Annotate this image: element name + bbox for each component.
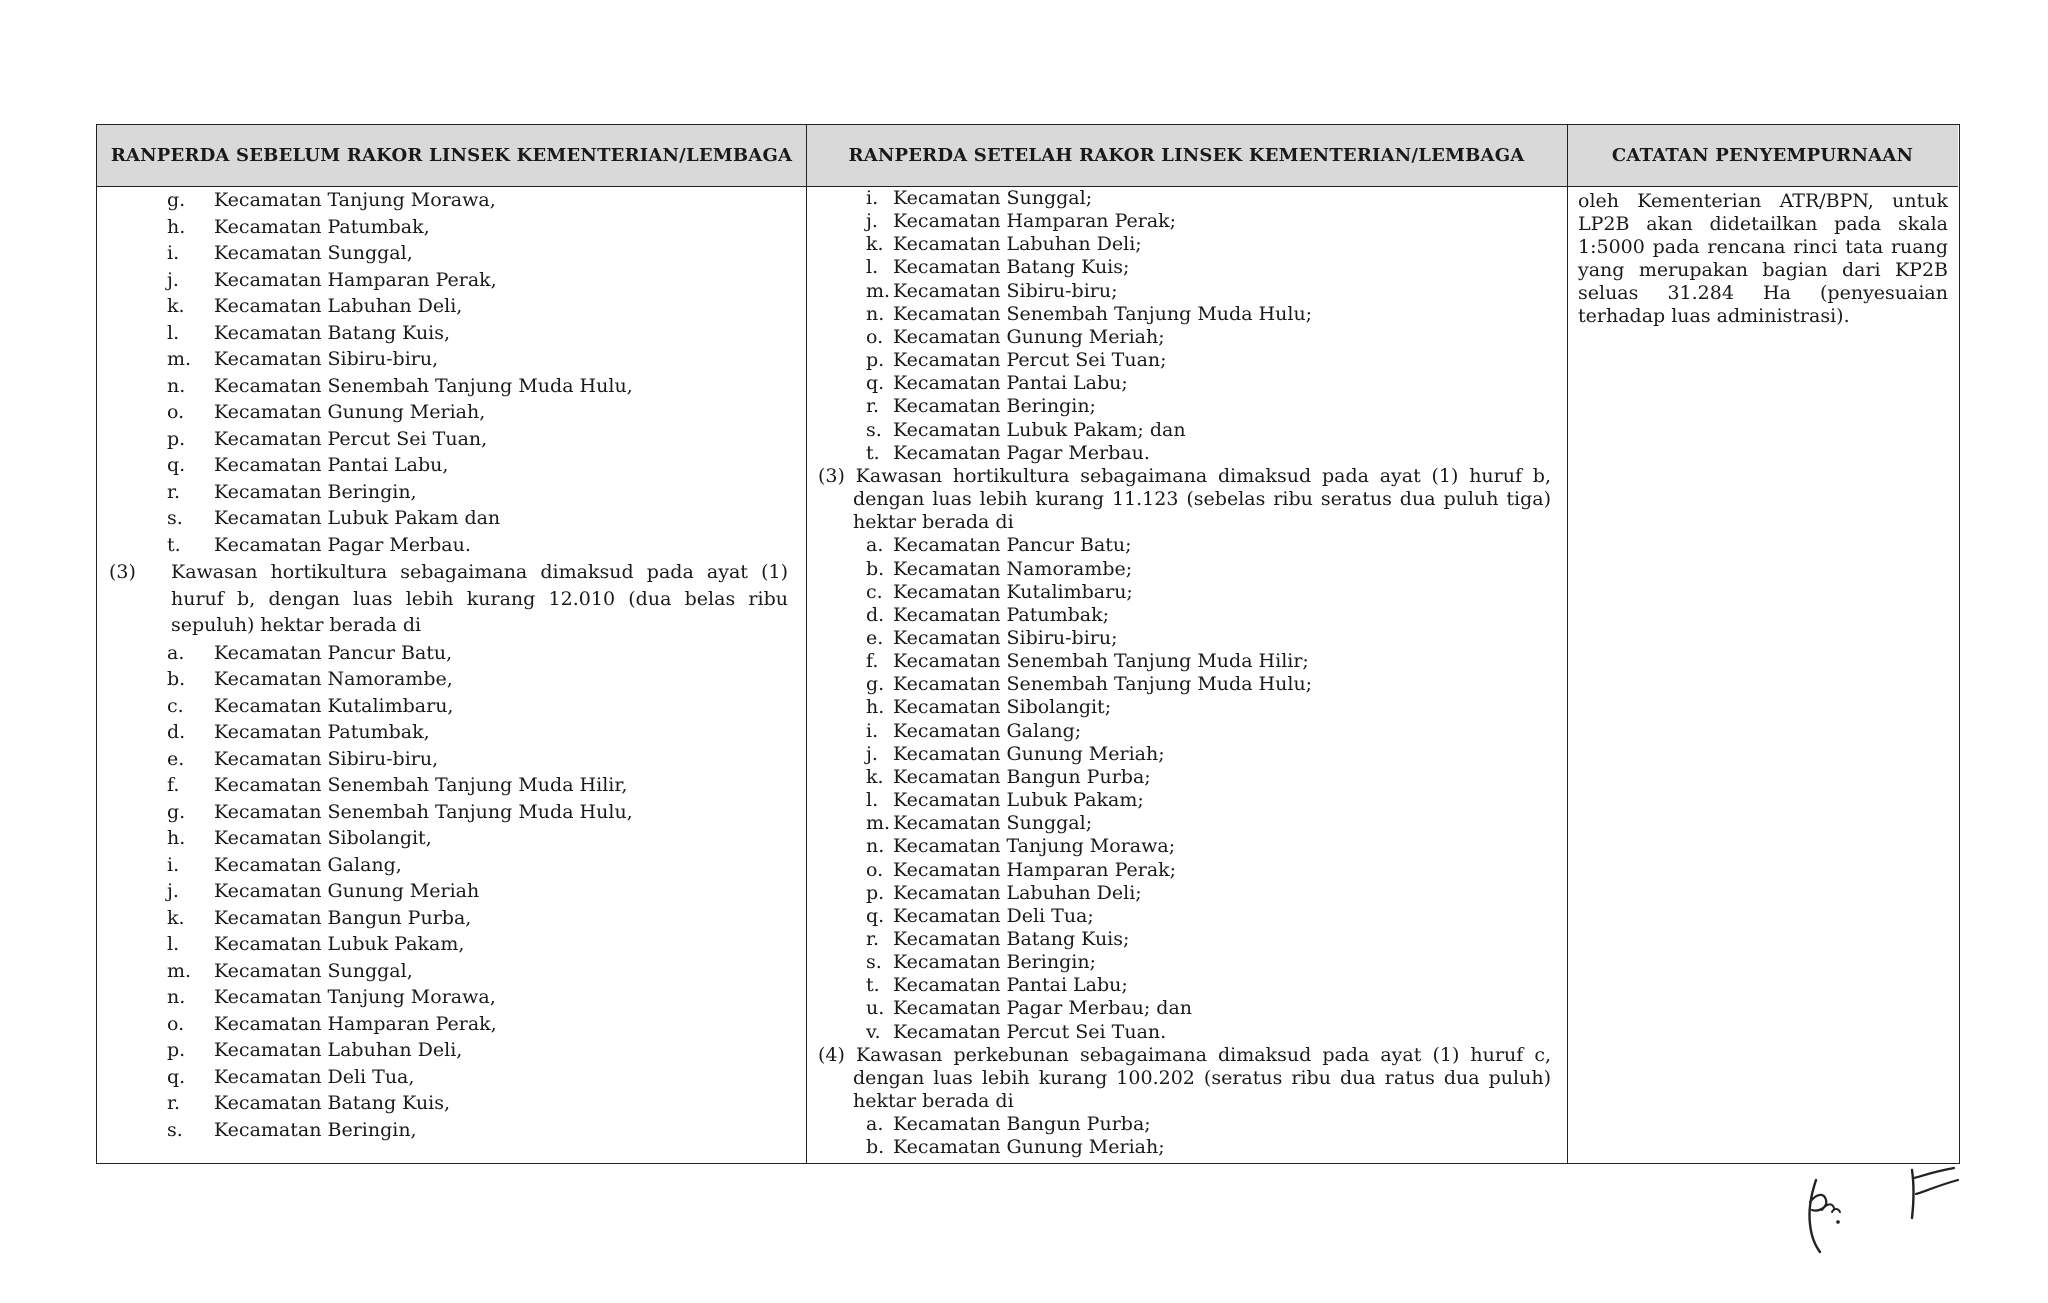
list-item-letter: m.	[167, 348, 192, 370]
list-item-text: Kecamatan Deli Tua,	[214, 1065, 415, 1088]
list-item-letter: h.	[167, 827, 186, 850]
list-item-text: Kecamatan Sibiru-biru,	[214, 348, 439, 370]
list-item-letter: d.	[167, 721, 186, 744]
list-item-letter: t.	[866, 974, 880, 997]
list-item-letter: l.	[866, 256, 879, 279]
list-item-text: Kecamatan Senembah Tanjung Muda Hilir;	[893, 650, 1309, 673]
list-item-text: Kecamatan Hamparan Perak;	[893, 210, 1177, 233]
list-item-text: Kecamatan Galang;	[893, 719, 1082, 742]
list-item-letter: m.	[866, 279, 891, 302]
list-item-letter: k.	[866, 233, 884, 256]
list-item-text: Kecamatan Lubuk Pakam dan	[214, 507, 501, 529]
ayat-4-text: (4) Kawasan perkebunan sebagaimana dimaksud pada ayat (1) huruf c, dengan luas lebih kurang 100.202 (seratus ribu dua ratus dua puluh) hektar berada di	[818, 1043, 1551, 1113]
list-item-text: Kecamatan Bangun Purba;	[893, 1113, 1151, 1136]
list-item-letter: g.	[866, 673, 885, 696]
list-item-letter: b.	[167, 668, 186, 691]
list-item-letter: e.	[866, 627, 884, 649]
list-item-letter: q.	[167, 1065, 186, 1088]
list-item-letter: q.	[866, 904, 885, 927]
list-item-letter: a.	[167, 641, 185, 664]
cell-before	[97, 187, 806, 1163]
list-item-letter: h.	[167, 215, 186, 238]
list-item-text: Kecamatan Gunung Meriah;	[893, 325, 1165, 348]
list-item-letter: r.	[167, 480, 181, 503]
list-item-text: Kecamatan Namorambe;	[893, 557, 1133, 580]
list-item-letter: n.	[866, 302, 885, 325]
list-item-text: Kecamatan Percut Sei Tuan;	[893, 349, 1167, 372]
list-item-text: Kecamatan Bangun Purba,	[214, 906, 472, 929]
list-item-text: Kecamatan Deli Tua;	[893, 904, 1094, 927]
list-item-text: Kecamatan Tanjung Morawa,	[214, 986, 496, 1009]
list-item-text: Kecamatan Patumbak,	[214, 721, 430, 744]
list-item-text: Kecamatan Sibiru-biru;	[893, 279, 1118, 302]
list-item-letter: j.	[167, 268, 179, 291]
list-item-text: Kecamatan Sunggal,	[214, 959, 413, 982]
signature-initial-2	[1902, 1166, 1962, 1226]
comparison-table	[96, 124, 1960, 1164]
ayat-number: (3)	[109, 561, 136, 583]
list-item-letter: p.	[167, 1039, 186, 1062]
list-item-text: Kecamatan Labuhan Deli;	[893, 233, 1142, 256]
list-item-letter: l.	[866, 789, 879, 812]
list-item-text: Kecamatan Hamparan Perak,	[214, 1012, 497, 1035]
ayat-3-text: Kawasan hortikultura sebagaimana dimaksud pada ayat (1) huruf b, dengan luas lebih kurang 12.010 (dua belas ribu sepuluh) hektar berada di	[171, 561, 788, 637]
list-item-text: Kecamatan Pagar Merbau.	[214, 533, 471, 556]
list-item-text: Kecamatan Hamparan Perak;	[893, 858, 1177, 881]
list-item-letter: n.	[167, 986, 186, 1009]
list-item-text: Kecamatan Bangun Purba;	[893, 765, 1151, 788]
list-item-letter: e.	[167, 747, 185, 770]
list-item-letter: i.	[866, 719, 879, 742]
list-item-text: Kecamatan Sibiru-biru,	[214, 747, 439, 770]
list-item-letter: m.	[866, 812, 891, 835]
list-item-letter: h.	[866, 696, 885, 719]
list-item-text: Kecamatan Beringin,	[214, 480, 417, 503]
note-text: oleh Kementerian ATR/BPN, untuk LP2B akan didetailkan pada skala 1:5000 pada rencana rinci tata ruang yang merupakan bagian dari KP2B seluas 31.284 Ha (penyesuaian terhadap luas administrasi).	[1578, 190, 1948, 327]
list-item-text: Kecamatan Galang,	[214, 853, 402, 876]
list-item-letter: p.	[866, 349, 885, 372]
list-item-text: Kecamatan Tanjung Morawa,	[214, 189, 496, 211]
list-item-text: Kecamatan Pantai Labu;	[893, 372, 1128, 395]
header-notes	[1567, 125, 1958, 187]
list-item-text: Kecamatan Senembah Tanjung Muda Hilir,	[214, 774, 628, 797]
list-item-letter: m.	[167, 959, 192, 982]
list-item-text: Kecamatan Labuhan Deli;	[893, 881, 1142, 904]
list-item-letter: c.	[167, 694, 184, 717]
list-item-letter: s.	[167, 1118, 183, 1141]
list-item-letter: p.	[866, 881, 885, 904]
list-item-letter: a.	[866, 1113, 884, 1136]
header-notes-label: CATATAN PENYEMPURNAAN	[1611, 145, 1914, 166]
list-item-letter: u.	[866, 997, 885, 1020]
list-item-text: Kecamatan Gunung Meriah	[214, 880, 480, 903]
list-item-text: Kecamatan Batang Kuis,	[214, 321, 451, 344]
list-item-text: Kecamatan Labuhan Deli,	[214, 295, 463, 317]
list-item-letter: f.	[866, 650, 879, 673]
list-item-letter: b.	[866, 1136, 885, 1159]
list-item-text: Kecamatan Batang Kuis,	[214, 1092, 451, 1115]
list-item-text: Kecamatan Sibolangit,	[214, 827, 432, 850]
list-item-text: Kecamatan Pantai Labu,	[214, 454, 449, 476]
list-item-letter: i.	[866, 187, 879, 209]
list-item-text: Kecamatan Batang Kuis;	[893, 927, 1130, 950]
list-item-letter: o.	[167, 1012, 185, 1035]
list-item-text: Kecamatan Sibiru-biru;	[893, 627, 1118, 649]
cell-after	[806, 187, 1567, 1163]
list-item-letter: c.	[866, 580, 883, 603]
list-item-letter: j.	[866, 742, 878, 765]
list-item-text: Kecamatan Hamparan Perak,	[214, 268, 497, 291]
list-item-letter: o.	[866, 858, 884, 881]
list-item-letter: s.	[167, 507, 183, 529]
list-item-letter: f.	[167, 774, 180, 797]
list-item-text: Kecamatan Labuhan Deli,	[214, 1039, 463, 1062]
header-before	[97, 125, 806, 187]
list-item-text: Kecamatan Senembah Tanjung Muda Hulu,	[214, 374, 633, 397]
list-item-text: Kecamatan Sibolangit;	[893, 696, 1112, 719]
list-item-letter: l.	[167, 321, 180, 344]
ayat-3-text: (3) Kawasan hortikultura sebagaimana dimaksud pada ayat (1) huruf b, dengan luas lebih kurang 11.123 (sebelas ribu seratus dua puluh tiga) hektar berada di	[818, 464, 1551, 534]
list-item-text: Kecamatan Beringin;	[893, 395, 1096, 418]
list-item-letter: g.	[167, 800, 186, 823]
list-item-text: Kecamatan Pancur Batu;	[893, 534, 1132, 557]
list-item-text: Kecamatan Percut Sei Tuan,	[214, 427, 488, 450]
list-item-letter: i.	[167, 242, 180, 264]
list-item-letter: d.	[866, 603, 885, 626]
list-item-text: Kecamatan Percut Sei Tuan.	[893, 1020, 1167, 1043]
list-item-letter: k.	[866, 765, 884, 788]
list-item-letter: r.	[866, 395, 880, 418]
list-item-letter: i.	[167, 853, 180, 876]
list-item-text: Kecamatan Beringin,	[214, 1118, 417, 1141]
list-item-text: Kecamatan Lubuk Pakam; dan	[893, 418, 1186, 441]
list-item-text: Kecamatan Sunggal;	[893, 187, 1093, 209]
list-item-letter: v.	[866, 1020, 881, 1043]
list-item-text: Kecamatan Pancur Batu,	[214, 641, 453, 664]
list-item-letter: j.	[866, 210, 878, 233]
list-item-text: Kecamatan Pantai Labu;	[893, 974, 1128, 997]
list-item-letter: r.	[167, 1092, 181, 1115]
list-item-text: Kecamatan Gunung Meriah;	[893, 742, 1165, 765]
list-item-letter: k.	[167, 906, 185, 929]
list-item-letter: s.	[866, 418, 882, 441]
header-after	[806, 125, 1567, 187]
list-item-text: Kecamatan Tanjung Morawa;	[893, 835, 1176, 858]
list-item-text: Kecamatan Senembah Tanjung Muda Hulu;	[893, 673, 1313, 696]
list-item-text: Kecamatan Patumbak;	[893, 603, 1110, 626]
list-item-letter: s.	[866, 951, 882, 974]
list-item-text: Kecamatan Gunung Meriah,	[214, 401, 486, 423]
list-item-letter: q.	[866, 372, 885, 395]
list-item-text: Kecamatan Pagar Merbau; dan	[893, 997, 1193, 1020]
signature-initial-1	[1798, 1172, 1858, 1258]
list-item-text: Kecamatan Patumbak,	[214, 215, 430, 238]
list-item-text: Kecamatan Namorambe,	[214, 668, 453, 691]
list-item-text: Kecamatan Kutalimbaru,	[214, 694, 454, 717]
list-item-text: Kecamatan Gunung Meriah;	[893, 1136, 1165, 1159]
list-item-letter: b.	[866, 557, 885, 580]
list-item-letter: p.	[167, 427, 186, 450]
cell-notes	[1567, 187, 1961, 1163]
list-item-letter: o.	[167, 401, 185, 423]
list-item-text: Kecamatan Lubuk Pakam,	[214, 933, 465, 956]
list-item-letter: o.	[866, 325, 884, 348]
header-after-label: RANPERDA SETELAH RAKOR LINSEK KEMENTERIAN/LEMBAGA	[848, 145, 1525, 166]
list-item-text: Kecamatan Pagar Merbau.	[893, 441, 1150, 464]
header-before-label: RANPERDA SEBELUM RAKOR LINSEK KEMENTERIAN/LEMBAGA	[110, 145, 793, 166]
list-item-text: Kecamatan Beringin;	[893, 951, 1096, 974]
list-item-text: Kecamatan Batang Kuis;	[893, 256, 1130, 279]
list-item-text: Kecamatan Senembah Tanjung Muda Hulu;	[893, 302, 1313, 325]
list-item-letter: n.	[167, 374, 186, 397]
list-item-text: Kecamatan Senembah Tanjung Muda Hulu,	[214, 800, 633, 823]
list-item-letter: a.	[866, 534, 884, 557]
list-item-letter: t.	[167, 533, 181, 556]
list-item-text: Kecamatan Lubuk Pakam;	[893, 789, 1144, 812]
list-item-letter: r.	[866, 927, 880, 950]
list-item-letter: q.	[167, 454, 186, 476]
list-item-letter: g.	[167, 189, 186, 211]
list-item-letter: n.	[866, 835, 885, 858]
list-item-letter: t.	[866, 441, 880, 464]
list-item-letter: l.	[167, 933, 180, 956]
list-item-letter: j.	[167, 880, 179, 903]
list-item-text: Kecamatan Kutalimbaru;	[893, 580, 1133, 603]
list-item-letter: k.	[167, 295, 185, 317]
list-item-text: Kecamatan Sunggal;	[893, 812, 1093, 835]
list-item-text: Kecamatan Sunggal,	[214, 242, 413, 264]
